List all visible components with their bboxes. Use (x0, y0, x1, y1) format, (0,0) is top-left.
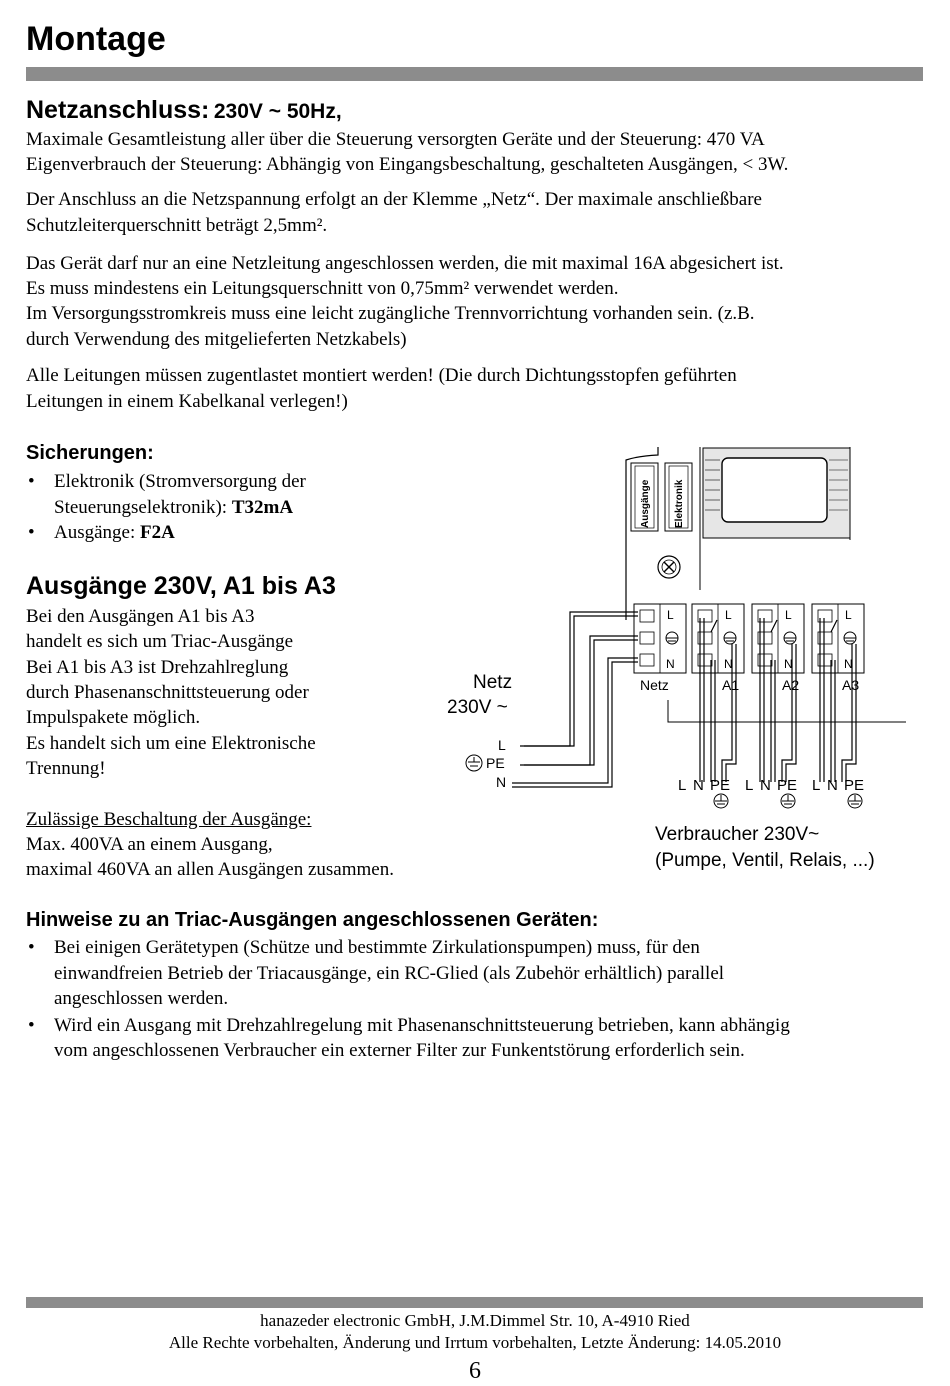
netz-para4-line-1: Alle Leitungen müssen zugentlastet montiert werden! (Die durch Dichtungsstopfen geführten (26, 365, 737, 386)
ground-icon (848, 794, 862, 808)
terminal-netz-label: Netz (640, 677, 669, 693)
screw-icon (658, 556, 680, 578)
svg-text:L: L (745, 777, 754, 794)
svg-text:N: N (760, 777, 771, 794)
svg-text:L: L (812, 777, 821, 794)
ausgaenge-line-1: Bei den Ausgängen A1 bis A3 (26, 606, 255, 627)
svg-text:N: N (666, 657, 675, 671)
svg-text:N: N (784, 657, 793, 671)
fuse-elektronik (665, 463, 692, 531)
section-netzanschluss-heading (26, 96, 342, 125)
wiring-diagram (440, 440, 940, 880)
netz-para3-line-2: Es muss mindestens ein Leitungsquerschnitt von 0,75mm² verwendet werden. (26, 278, 619, 299)
netz-para3-line-1: Das Gerät darf nur an eine Netzleitung angeschlossen werden, die mit maximal 16A abgesichert ist. (26, 253, 784, 274)
svg-text:N: N (844, 657, 853, 671)
svg-text:L: L (725, 608, 732, 622)
svg-text:L: L (667, 608, 674, 622)
netzanschluss-spec: 230V ~ 50Hz, (213, 100, 342, 123)
footer-company: hanazeder electronic GmbH, J.M.Dimmel Str. 10, A-4910 Ried (260, 1311, 690, 1330)
list-item: • Bei einigen Gerätetypen (Schütze und bestimmte Zirkulationspumpen) muss, für den einwandfreien Betrieb der Triacausgänge, ein RC-Glied (als Zubehör erhältlich) parallel angeschlossen werden. (26, 935, 926, 1012)
netz-para3-line-4: durch Verwendung des mitgelieferten Netzkabels) (26, 329, 407, 350)
svg-text:PE: PE (710, 777, 731, 794)
ground-icon (466, 755, 482, 771)
terminal-a3-label: A3 (842, 677, 860, 693)
fuse-elektronik-label: Elektronik (674, 479, 685, 528)
ausgaenge-line-7: Trennung! (26, 758, 106, 779)
svg-text:N: N (827, 777, 838, 794)
hinweise-list (26, 935, 926, 1064)
sicherungen-heading: Sicherungen: (26, 442, 154, 464)
footer-rule (26, 1297, 923, 1308)
netzanschluss-title: Netzanschluss: (26, 96, 210, 124)
ground-icon (714, 794, 728, 808)
footer-rights: Alle Rechte vorbehalten, Änderung und Irrtum vorbehalten, Letzte Änderung: 14.05.2010 (168, 1333, 782, 1352)
wire-label-n: N (496, 774, 507, 790)
svg-text:L: L (785, 608, 792, 622)
terminal-netz (634, 604, 686, 693)
terminal-a1-label: A1 (722, 677, 740, 693)
svg-text:L: L (678, 777, 687, 794)
sicherungen-list (26, 469, 426, 546)
svg-text:L: L (845, 608, 852, 622)
terminal-a2-label: A2 (782, 677, 800, 693)
svg-text:PE: PE (844, 777, 865, 794)
list-item: • Elektronik (Stromversorgung der Steuerungselektronik): T32mA (26, 469, 426, 520)
consumer-examples: (Pumpe, Ventil, Relais, ...) (655, 850, 875, 871)
hinweise-heading: Hinweise zu an Triac-Ausgängen angeschlossenen Geräten: (26, 909, 599, 931)
netz-line-1: Maximale Gesamtleistung aller über die Steuerung versorgten Geräte und der Steuerung: 470 VA (26, 129, 765, 150)
ground-icon (781, 794, 795, 808)
wire-label-pe: PE (486, 755, 505, 771)
page-title: Montage (26, 20, 166, 58)
ausgaenge-heading: Ausgänge 230V, A1 bis A3 (26, 572, 336, 600)
netz-para4-line-2: Leitungen in einem Kabelkanal verlegen!) (26, 391, 348, 412)
ausgaenge-line-5: Impulspakete möglich. (26, 707, 201, 728)
supply-label-netz: Netz (473, 672, 513, 693)
netz-para3-line-3: Im Versorgungsstromkreis muss eine leicht zugängliche Trennvorrichtung vorhanden sein. (z.B. (26, 303, 755, 324)
zulaessig-heading: Zulässige Beschaltung der Ausgänge: (26, 809, 312, 830)
ausgaenge-line-3: Bei A1 bis A3 ist Drehzahlreglung (26, 657, 289, 678)
ausgaenge-line-2: handelt es sich um Triac-Ausgänge (26, 631, 294, 652)
ausgaenge-line-6: Es handelt sich um eine Elektronische (26, 733, 316, 754)
netz-line-2: Eigenverbrauch der Steuerung: Abhängig von Eingangsbeschaltung, geschalteten Ausgängen, < 3W. (26, 154, 789, 175)
zulaessig-line-1: Max. 400VA an einem Ausgang, (26, 834, 273, 855)
consumer-label: Verbraucher 230V~ (655, 824, 820, 845)
zulaessig-line-2: maximal 460VA an allen Ausgängen zusammen. (26, 859, 394, 880)
netz-para2-line-1: Der Anschluss an die Netzspannung erfolgt an der Klemme „Netz“. Der maximale anschließbare (26, 189, 762, 210)
output-labels-a3 (812, 777, 864, 794)
page-number: 6 (469, 1358, 481, 1384)
supply-label-voltage: 230V ~ (447, 697, 508, 718)
svg-text:N: N (693, 777, 704, 794)
svg-text:PE: PE (777, 777, 798, 794)
wire-label-l: L (498, 737, 506, 753)
supply-wires (512, 612, 638, 787)
list-item: • Wird ein Ausgang mit Drehzahlregelung mit Phasenanschnittsteuerung betrieben, kann abhängig vom angeschlossenen Verbraucher ein externer Filter zur Funkentstörung erforderlich sein. (26, 1013, 926, 1064)
fuse-ausgaenge-label: Ausgänge (640, 479, 651, 528)
display-panel (703, 448, 850, 538)
list-item: • Ausgänge: F2A (26, 520, 426, 546)
svg-text:N: N (724, 657, 733, 671)
ausgaenge-line-4: durch Phasenanschnittsteuerung oder (26, 682, 309, 703)
header-rule (26, 67, 923, 81)
fuse-ausgaenge (631, 463, 658, 531)
netz-para2-line-2: Schutzleiterquerschnitt beträgt 2,5mm². (26, 215, 328, 236)
